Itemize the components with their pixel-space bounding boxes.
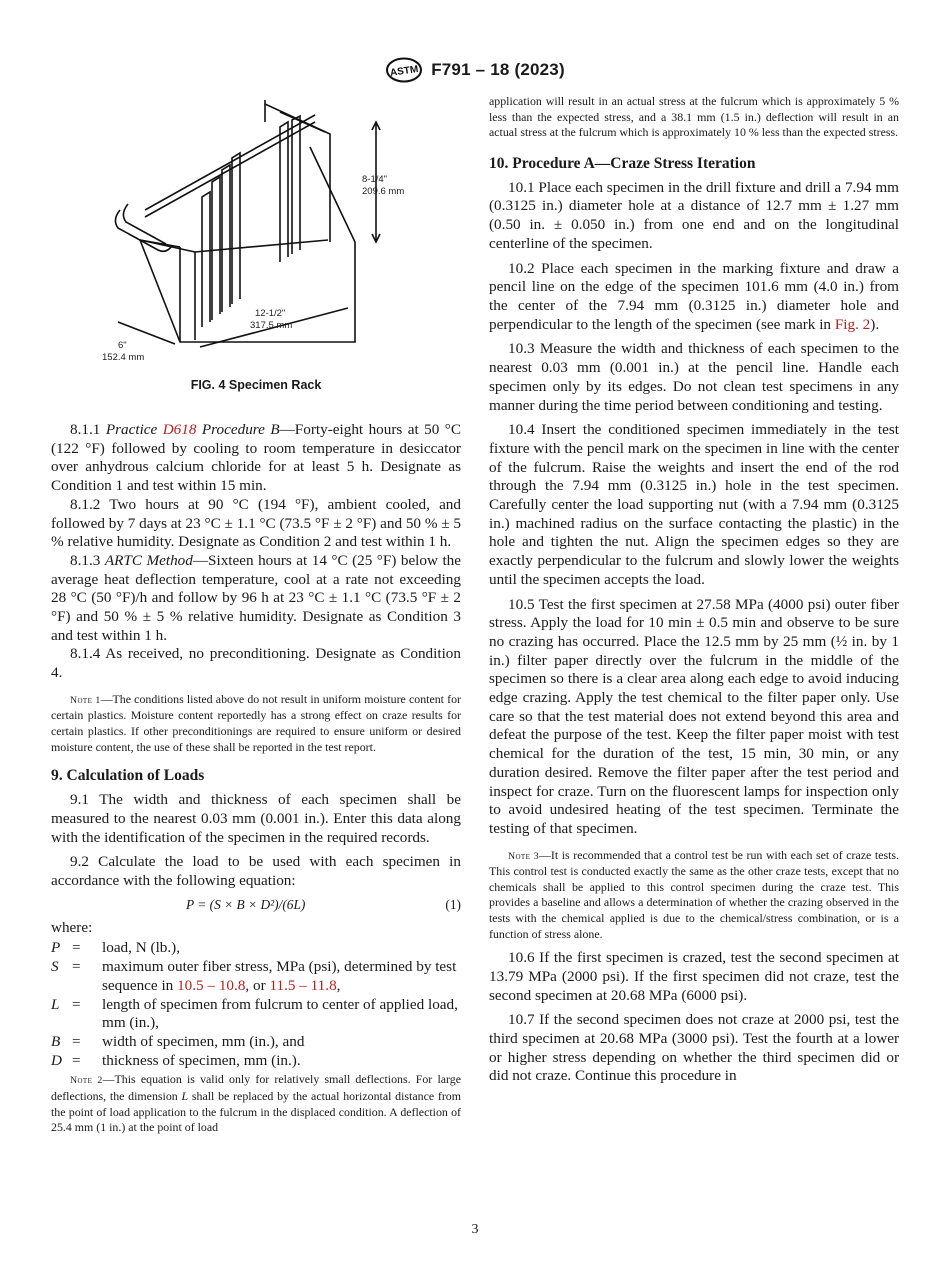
svg-text:ASTM: ASTM <box>389 64 420 79</box>
paragraph-10-5: 10.5 Test the first specimen at 27.58 MPa (4000 psi) outer fiber stress. Apply the load for 10 min ± 0.5 min and observe to be sure no crazing has occurred. Place the 12.5 mm by 25 mm (½ in. by 1 in.) filter paper directly over the fulcrum in the middle of the specimen so there is a clear area along each edge to avoid inducing edge crazing. Apply the test chemical to the filter paper only. Use care so that the test material does not extend beyond this area and defeat the purpose of the test. Keep the filter paper moist with test chemical for the duration of the test, 15 min, 30 min, or any duration desired. Remove the filter paper after the test period and inspect for craze. Turn on the fluorescent lamps for inspection only to avoid undesired heating of the test specimen. Terminate the testing of that specimen. <box>489 595 899 837</box>
section-11-5-link[interactable]: 11.5 – 11.8 <box>269 976 337 994</box>
section-9-heading: 9. Calculation of Loads <box>51 767 205 785</box>
fig-2-link[interactable]: Fig. 2 <box>834 315 871 333</box>
section-10-5-link[interactable]: 10.5 – 10.8 <box>177 976 246 994</box>
paragraph-8-1-2: 8.1.2 Two hours at 90 °C (194 °F), ambient cooled, and followed by 7 days at 23 °C ± 1.1 °C (73.5 °F ± 2 °F) and 50 % ± 5 % relative humidity. Designate as Condition 2 and test within 1 h. <box>51 495 461 551</box>
where-list <box>51 939 461 1070</box>
right-column <box>489 94 899 1086</box>
note-2-continuation: application will result in an actual stress at the fulcrum which is approximately 5 % less than the expected stress, and a 38.1 mm (1.5 in.) deflection will result in an actual stress at the fulcrum which is approximately 10 % less than the expected stress. <box>489 94 899 140</box>
paragraph-10-4: 10.4 Insert the conditioned specimen immediately in the test fixture with the pencil mark on the specimen in line with the center of the fulcrum. Raise the weights and insert the end of the rod through the 7.94 mm (0.3125 in.) hole in the test specimen. Carefully center the load supporting nut (with a 7.94 mm (0.3125 in.) machined radius on the surface contacting the plastic) in the hole and tighten the nut. Align the specimen edges so they are exactly perpendicular to the fulcrum and slowly lower the weights until the specimen accepts the load. <box>489 421 899 588</box>
page-number: 3 <box>471 1222 479 1237</box>
paragraph-10-6: 10.6 If the first specimen is crazed, test the second specimen at 13.79 MPa (2000 psi). If the first specimen did not craze, test the second specimen at 20.68 MPa (6000 psi). <box>489 949 899 1004</box>
note-2: Note 2—This equation is valid only for relatively small deflections. For large deflections, the dimension L shall be replaced by the actual horizontal distance from the point of load application to the fulcrum in the displaced condition. A deflection of 25.4 mm (1 in.) at the point of load <box>51 1072 461 1135</box>
length-dim-mm: 317.5 mm <box>250 320 293 331</box>
note-3: Note 3—It is recommended that a control test be run with each set of craze tests. This control test is conducted exactly the same as the other craze tests, except that no chemicals shall be applied to this control specimen during the craze test. This provides a baseline and allows a determination of whether the crazing observed in the tests with the chemical applied is due to the chemical/stress combination, or is a function of stress alone. <box>489 847 899 941</box>
where-label: where: <box>51 918 93 936</box>
paragraph-10-7: 10.7 If the second specimen does not craze at 2000 psi, test the third specimen at 20.68 MPa (3000 psi). Test the fourth at a lower or higher stress depending on whether the third specimen did or did not craze. Continue this procedure in <box>489 1011 899 1085</box>
height-dim-mm: 209.6 mm <box>362 186 405 197</box>
equation-1 <box>51 897 461 913</box>
equation-number: (1) <box>445 896 461 912</box>
where-item-d: D = thickness of specimen, mm (in.). <box>51 1051 301 1069</box>
page-header <box>0 56 950 84</box>
width-dim-mm: 152.4 mm <box>102 352 145 363</box>
d618-link[interactable]: D618 <box>162 421 197 438</box>
paragraph-8-1-1: 8.1.1 Practice D618 Procedure B—Forty-eight hours at 50 °C (122 °F) followed by cooling to room temperature in desiccator over anhydrous calcium chloride for at least 5 h. Designate as Condition 1 and test within 15 min. <box>51 421 461 495</box>
section-10-heading: 10. Procedure A—Craze Stress Iteration <box>489 154 756 172</box>
left-column <box>51 421 461 1136</box>
specimen-rack-figure <box>100 92 420 382</box>
where-item-s: S = maximum outer fiber stress, MPa (psi), determined by test sequence in 10.5 – 10.8, or 11.5 – 11.8, <box>51 958 457 994</box>
load-equation: P = (S × B × D²)/(6L) <box>186 896 306 912</box>
where-item-p: P = load, N (lb.), <box>51 939 181 957</box>
paragraph-9-2: 9.2 Calculate the load to be used with each specimen in accordance with the following equation: <box>51 853 461 890</box>
height-dim-in: 8-1/4" <box>362 174 388 185</box>
paragraph-8-1-3: 8.1.3 ARTC Method—Sixteen hours at 14 °C (25 °F) below the average heat deflection temperature, cool at a rate not exceeding 28 °C (50 °F)/h and follow by 96 h at 23 °C ± 1.1 °C (73.5 °F ± 2 °F) and 50 % ± 5 % relative humidity. Designate as Condition 3 and test within 1 h. <box>51 551 461 644</box>
paragraph-10-1: 10.1 Place each specimen in the drill fixture and drill a 7.94 mm (0.3125 in.) diameter hole at a distance of 12.7 mm ± 1.27 mm (0.50 in. ± 0.050 in.) from one end and on the longitudinal centerline of the specimen. <box>489 178 899 252</box>
where-item-b: B = width of specimen, mm (in.), and <box>51 1032 305 1050</box>
length-dim-in: 12-1/2" <box>255 308 286 319</box>
astm-logo-icon <box>385 57 423 83</box>
paragraph-10-3: 10.3 Measure the width and thickness of each specimen to the nearest 0.03 mm (0.001 in.) at the pencil line. Handle each specimen only by its edges. Do not clean test specimens in any manner during the time period between conditioning and testing. <box>489 340 899 414</box>
standard-designation: F791 – 18 (2023) <box>431 60 565 79</box>
paragraph-10-2: 10.2 Place each specimen in the marking fixture and draw a pencil line on the edge of the specimen 101.6 mm (4.0 in.) from the center of the 7.94 mm (0.3125 in.) diameter hole and perpendicular to the length of the specimen (see mark in Fig. 2). <box>489 259 899 333</box>
figure-caption: FIG. 4 Specimen Rack <box>190 378 322 392</box>
note-1: Note 1—The conditions listed above do not result in uniform moisture content for certain plastics. Moisture content reportedly has a strong effect on craze results for certain plastics. If other preconditionings are required to ensure uniform or desired moisture content, the use of these shall be reported in the test report. <box>51 691 461 754</box>
paragraph-8-1-4: 8.1.4 As received, no preconditioning. Designate as Condition 4. <box>51 645 461 682</box>
where-item-l: L = length of specimen from fulcrum to center of applied load, mm (in.), <box>51 995 458 1032</box>
paragraph-9-1: 9.1 The width and thickness of each specimen shall be measured to the nearest 0.03 mm (0.001 in.). Enter this data along with the identification of the specimen in the required records. <box>51 791 461 846</box>
width-dim-in: 6" <box>118 340 127 351</box>
